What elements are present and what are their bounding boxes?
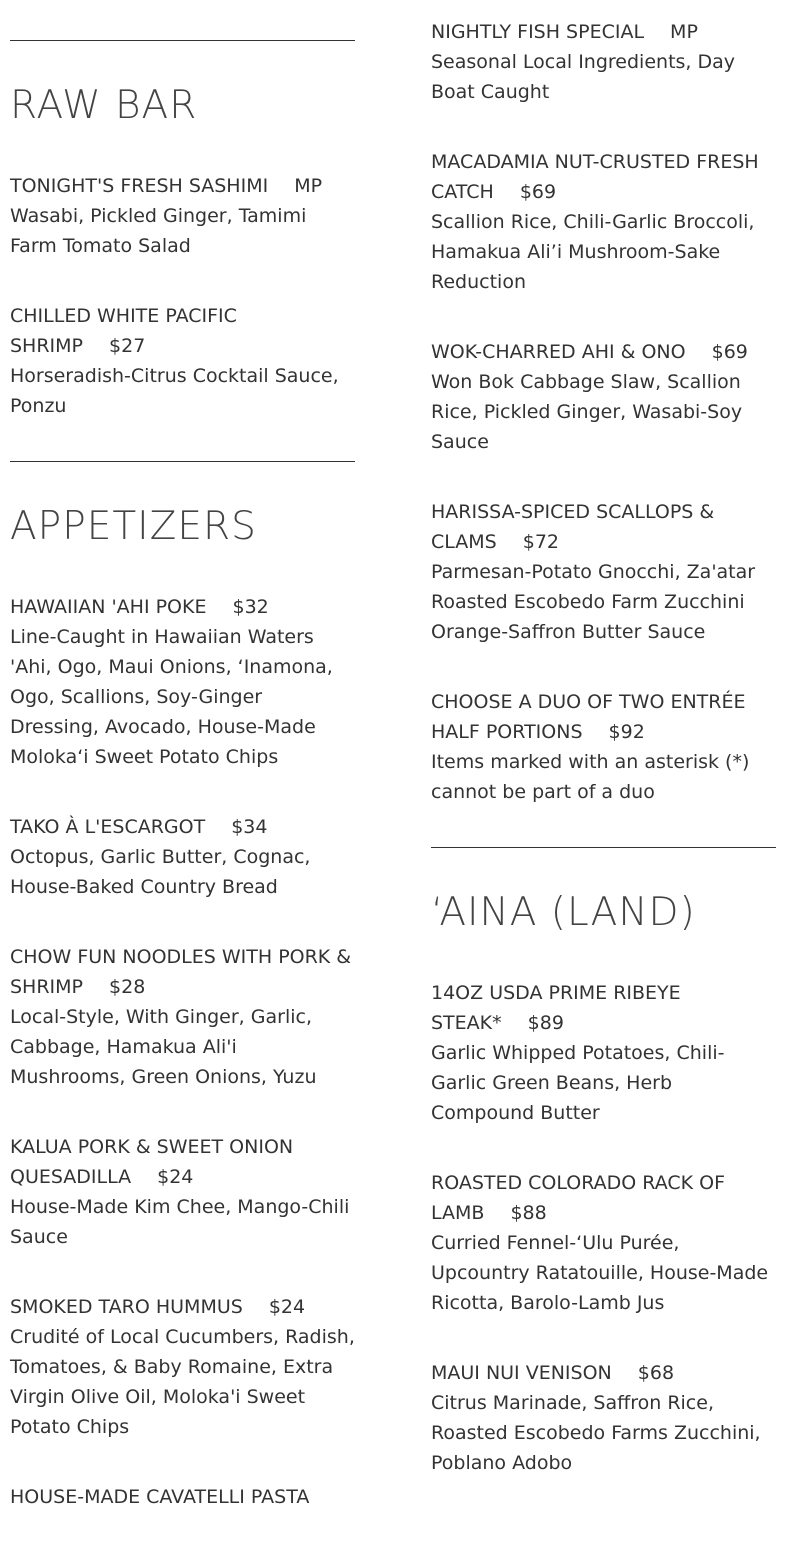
section-title-raw-bar: RAW BAR <box>10 83 198 128</box>
menu-item-name: MACADAMIA NUT-CRUSTED FRESH CATCH <box>431 151 759 203</box>
menu-item <box>431 147 776 297</box>
menu-item-name: TONIGHT'S FRESH SASHIMI <box>10 175 269 197</box>
menu-item-name: HOUSE-MADE CAVATELLI PASTA <box>10 1486 310 1508</box>
menu-item-description: Citrus Marinade, Saffron Rice, Roasted Escobedo Farms Zucchini, Poblano Adobo <box>431 1392 761 1474</box>
menu-item-price: $68 <box>637 1362 675 1384</box>
menu-item-description: Line-Caught in Hawaiian Waters 'Ahi, Ogo, Maui Onions, ‘Inamona, Ogo, Scallions, Soy-Ginger Dressing, Avocado, House-Made Moloka‘i Sweet Potato Chips <box>10 626 333 768</box>
menu-item-description: Octopus, Garlic Butter, Cognac, House-Baked Country Bread <box>10 846 311 898</box>
menu-item-description: Scallion Rice, Chili-Garlic Broccoli, Hamakua Ali’i Mushroom-Sake Reduction <box>431 211 755 293</box>
menu-item-name: TAKO À L'ESCARGOT <box>10 816 206 838</box>
menu-item-price: $27 <box>109 335 146 357</box>
section-title-aina-land: ‘AINA (LAND) <box>431 890 696 935</box>
menu-item-name: WOK-CHARRED AHI & ONO <box>431 341 686 363</box>
menu-item-name: MAUI NUI VENISON <box>431 1362 612 1384</box>
menu-item-price: $32 <box>232 596 269 618</box>
menu-column-left <box>10 0 355 1552</box>
menu-item-name: HARISSA-SPICED SCALLOPS & CLAMS <box>431 501 715 553</box>
menu-item-name: CHOW FUN NOODLES WITH PORK & SHRIMP <box>10 946 352 998</box>
menu-item-price: $69 <box>711 341 748 363</box>
menu-item <box>10 592 355 772</box>
menu-item <box>431 17 776 107</box>
menu-item-price: $34 <box>231 816 268 838</box>
menu-item-price: $69 <box>519 181 557 203</box>
menu-item-price: $24 <box>157 1166 194 1188</box>
menu-item-name: KALUA PORK & SWEET ONION QUESADILLA <box>10 1136 294 1188</box>
menu-item-description: Seasonal Local Ingredients, Day Boat Caught <box>431 51 736 103</box>
menu-item <box>431 1358 776 1478</box>
menu-item-description: Curried Fennel-‘Ulu Purée, Upcountry Ratatouille, House-Made Ricotta, Barolo-Lamb Jus <box>431 1232 769 1314</box>
menu-item-name: 14OZ USDA PRIME RIBEYE STEAK* <box>431 982 681 1034</box>
section-divider <box>431 847 776 848</box>
menu-item <box>431 1168 776 1318</box>
menu-item-description: Local-Style, With Ginger, Garlic, Cabbage, Hamakua Ali'i Mushrooms, Green Onions, Yuzu <box>10 1006 317 1088</box>
menu-item-price: $92 <box>608 721 645 743</box>
menu-item <box>431 337 776 457</box>
menu-item <box>10 1292 355 1442</box>
menu-item <box>10 812 355 902</box>
menu-item-name: SMOKED TARO HUMMUS <box>10 1296 243 1318</box>
menu-item-name: ROASTED COLORADO RACK OF LAMB <box>431 1172 726 1224</box>
section-title-appetizers: APPETIZERS <box>10 504 257 549</box>
menu-item-description: Parmesan-Potato Gnocchi, Za'atar Roasted Escobedo Farm Zucchini Orange-Saffron Butter Sauce <box>431 561 756 643</box>
menu-item-price: $72 <box>522 531 560 553</box>
menu-item-price: $28 <box>109 976 146 998</box>
menu-item-price: MP <box>294 175 323 197</box>
menu-item-description: Horseradish-Citrus Cocktail Sauce, Ponzu <box>10 365 339 417</box>
menu-item-name: HAWAIIAN 'AHI POKE <box>10 596 207 618</box>
menu-item-description: Won Bok Cabbage Slaw, Scallion Rice, Pickled Ginger, Wasabi-Soy Sauce <box>431 371 743 453</box>
menu-item-name: CHILLED WHITE PACIFIC SHRIMP <box>10 305 237 357</box>
section-divider <box>10 40 355 41</box>
menu-item <box>10 942 355 1092</box>
section-divider <box>10 461 355 462</box>
menu-item-price: $24 <box>268 1296 306 1318</box>
menu-item-description: Items marked with an asterisk (*) cannot be part of a duo <box>431 751 750 803</box>
menu-item-name: CHOOSE A DUO OF TWO ENTRÉE HALF PORTIONS <box>431 691 746 743</box>
menu-item <box>431 978 776 1128</box>
menu-item-name: NIGHTLY FISH SPECIAL <box>431 21 645 43</box>
menu-item-description: Garlic Whipped Potatoes, Chili-Garlic Green Beans, Herb Compound Butter <box>431 1042 725 1124</box>
menu-item-price: $89 <box>527 1012 564 1034</box>
menu-item <box>431 497 776 647</box>
menu-item <box>10 301 355 421</box>
menu-item <box>10 1482 355 1512</box>
menu-item <box>10 1132 355 1252</box>
menu-column-right <box>431 0 776 1518</box>
menu-item-description: Wasabi, Pickled Ginger, Tamimi Farm Tomato Salad <box>10 205 307 257</box>
menu-item-price: MP <box>670 21 698 43</box>
menu-item-description: House-Made Kim Chee, Mango-Chili Sauce <box>10 1196 350 1248</box>
menu-item-description: Crudité of Local Cucumbers, Radish, Tomatoes, & Baby Romaine, Extra Virgin Olive Oil, Moloka'i Sweet Potato Chips <box>10 1326 355 1438</box>
menu-item <box>431 687 776 807</box>
menu-item <box>10 171 355 261</box>
menu-item-price: $88 <box>510 1202 547 1224</box>
